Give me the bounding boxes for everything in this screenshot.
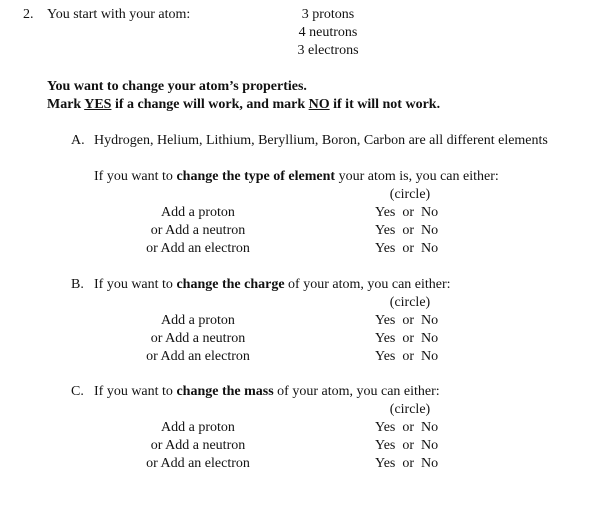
part-a-answer-proton[interactable]: Yes or No <box>375 205 439 220</box>
part-b-option-neutron: or Add a neutron <box>150 331 246 346</box>
part-b-answer-neutron[interactable]: Yes or No <box>375 331 439 346</box>
part-a-circle-label: (circle) <box>389 187 431 202</box>
part-b-option-proton: Add a proton <box>161 313 235 328</box>
instructions-text: Mark <box>47 97 85 112</box>
instructions-line1: You want to change your atom’s properties. <box>47 79 307 94</box>
part-a-answer-neutron[interactable]: Yes or No <box>375 223 439 238</box>
part-c-prompt: If you want to change the mass of your atom, you can either: <box>94 384 440 399</box>
instructions-text: if a change will work, and mark <box>111 97 309 112</box>
part-c-answer-electron[interactable]: Yes or No <box>375 456 439 471</box>
part-b-answer-electron[interactable]: Yes or No <box>375 349 439 364</box>
instructions-text: if it will not work. <box>329 97 441 112</box>
part-c-option-electron: or Add an electron <box>146 456 250 471</box>
part-c-option-neutron: or Add a neutron <box>150 438 246 453</box>
part-a-intro: Hydrogen, Helium, Lithium, Beryllium, Boron, Carbon are all different elements <box>94 133 548 148</box>
part-a-option-neutron: or Add a neutron <box>150 223 246 238</box>
atom-protons: 3 protons <box>301 7 355 22</box>
yes-word: YES <box>84 97 112 112</box>
part-c-circle-label: (circle) <box>389 402 431 417</box>
part-c-letter: C. <box>71 384 84 399</box>
part-b-option-electron: or Add an electron <box>146 349 250 364</box>
question-prompt: You start with your atom: <box>47 7 191 22</box>
part-a-answer-electron[interactable]: Yes or No <box>375 241 439 256</box>
part-b-letter: B. <box>71 277 84 292</box>
part-a-option-electron: or Add an electron <box>146 241 250 256</box>
part-a-letter: A. <box>71 133 85 148</box>
part-c-answer-neutron[interactable]: Yes or No <box>375 438 439 453</box>
question-number: 2. <box>23 7 34 22</box>
part-b-circle-label: (circle) <box>389 295 431 310</box>
instructions-line2 <box>47 96 440 114</box>
part-a-prompt: If you want to change the type of element your atom is, you can either: <box>94 169 499 184</box>
part-b-answer-proton[interactable]: Yes or No <box>375 313 439 328</box>
part-b-prompt: If you want to change the charge of your atom, you can either: <box>94 277 451 292</box>
part-c-option-proton: Add a proton <box>161 420 235 435</box>
no-word: NO <box>308 97 330 112</box>
atom-neutrons: 4 neutrons <box>298 25 358 40</box>
part-a-option-proton: Add a proton <box>161 205 235 220</box>
atom-electrons: 3 electrons <box>297 43 359 58</box>
part-c-answer-proton[interactable]: Yes or No <box>375 420 439 435</box>
